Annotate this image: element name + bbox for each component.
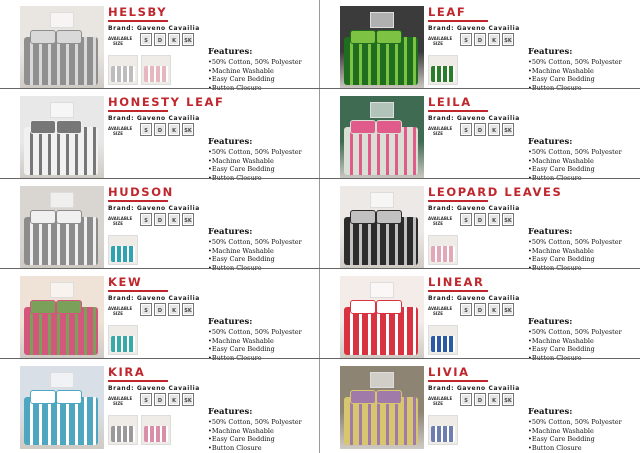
features-block <box>208 227 302 272</box>
feature-item: • 50% Cotton, 50% Polyester <box>208 58 302 67</box>
wall-art <box>50 102 74 118</box>
wall-art <box>370 12 394 28</box>
product-entry <box>320 90 640 179</box>
variant-thumbnail <box>428 55 458 85</box>
product-entry <box>320 270 640 359</box>
features-heading: Features: <box>528 227 573 237</box>
row-divider <box>320 88 640 89</box>
right-column <box>320 0 640 453</box>
variant-thumbnail <box>428 325 458 355</box>
size-badge: SK <box>182 123 194 136</box>
features-heading: Features: <box>528 317 573 327</box>
thumbnail-bed <box>431 246 455 262</box>
variant-thumbnails <box>108 235 138 265</box>
pillow <box>350 300 376 314</box>
thumbnail-bed <box>431 66 455 82</box>
features-block <box>208 317 302 362</box>
feature-item: • Machine Washable <box>528 337 622 346</box>
size-badge: D <box>474 213 486 226</box>
size-badge: K <box>488 213 500 226</box>
size-badge: S <box>460 393 472 406</box>
size-badge: K <box>488 33 500 46</box>
product-entry <box>0 90 320 179</box>
bed-duvet <box>344 397 418 445</box>
feature-item: • Machine Washable <box>208 427 302 436</box>
variant-thumbnail <box>108 235 138 265</box>
bed-duvet <box>24 217 98 265</box>
product-title: LINEAR <box>428 275 485 289</box>
feature-item: • Button Closure <box>528 444 622 453</box>
row-divider <box>0 358 320 359</box>
features-heading: Features: <box>208 317 253 327</box>
features-heading: Features: <box>208 407 253 417</box>
features-heading: Features: <box>208 137 253 147</box>
size-badge: SK <box>502 123 514 136</box>
size-badge: K <box>168 213 180 226</box>
feature-item: • 50% Cotton, 50% Polyester <box>208 148 302 157</box>
title-underline <box>428 380 488 382</box>
size-options <box>140 393 194 410</box>
variant-thumbnail <box>141 55 171 85</box>
size-badge: SK <box>502 33 514 46</box>
features-heading: Features: <box>528 47 573 57</box>
features-block <box>208 407 302 452</box>
bed-duvet <box>344 307 418 355</box>
product-title: HUDSON <box>108 185 174 199</box>
variant-thumbnail <box>428 415 458 445</box>
product-title: HELSBY <box>108 5 168 19</box>
bed-duvet <box>24 307 98 355</box>
variant-thumbnails <box>108 415 171 445</box>
size-badge: K <box>488 123 500 136</box>
pillow <box>376 390 402 404</box>
pillow <box>376 120 402 134</box>
pillow <box>376 300 402 314</box>
title-underline <box>108 200 168 202</box>
pillow <box>56 300 82 314</box>
variant-thumbnails <box>428 415 458 445</box>
features-list <box>208 148 302 182</box>
product-photo <box>20 186 104 269</box>
product-entry <box>320 0 640 89</box>
size-badge: SK <box>182 33 194 46</box>
size-badge: SK <box>502 393 514 406</box>
bed-duvet <box>344 37 418 85</box>
features-list <box>528 148 622 182</box>
product-photo <box>340 276 424 359</box>
size-badge: D <box>474 303 486 316</box>
size-badge: D <box>474 393 486 406</box>
variant-thumbnail <box>428 235 458 265</box>
feature-item: • Easy Care Bedding <box>208 255 302 264</box>
size-badge: S <box>460 303 472 316</box>
features-block <box>528 227 622 272</box>
feature-item: • Machine Washable <box>208 157 302 166</box>
size-badge: SK <box>502 303 514 316</box>
product-entry <box>0 180 320 269</box>
feature-item: • 50% Cotton, 50% Polyester <box>208 418 302 427</box>
feature-item: • Easy Care Bedding <box>528 345 622 354</box>
row-divider <box>320 268 640 269</box>
pillow <box>56 210 82 224</box>
product-title: LEAF <box>428 5 467 19</box>
brand-label: Brand: Gaveno Cavailia <box>108 25 200 32</box>
brand-label: Brand: Gaveno Cavailia <box>428 115 520 122</box>
feature-item: • 50% Cotton, 50% Polyester <box>528 58 622 67</box>
title-underline <box>108 110 168 112</box>
product-entry <box>0 360 320 452</box>
bed-duvet <box>24 37 98 85</box>
feature-item: • 50% Cotton, 50% Polyester <box>528 148 622 157</box>
size-badge: D <box>154 393 166 406</box>
product-photo <box>340 186 424 269</box>
size-badge: K <box>168 33 180 46</box>
available-size-label: AVAILABLE SIZE <box>428 306 453 316</box>
title-underline <box>108 290 168 292</box>
features-heading: Features: <box>528 407 573 417</box>
features-block <box>528 137 622 182</box>
bed-duvet <box>24 397 98 445</box>
size-options <box>140 213 194 230</box>
feature-item: • Machine Washable <box>528 67 622 76</box>
product-photo <box>20 6 104 89</box>
features-block <box>528 47 622 92</box>
thumbnail-bed <box>111 246 135 262</box>
bed-duvet <box>344 127 418 175</box>
pillow <box>350 30 376 44</box>
title-underline <box>428 110 488 112</box>
available-size-label: AVAILABLE SIZE <box>428 396 453 406</box>
pillow <box>350 120 376 134</box>
row-divider <box>0 268 320 269</box>
variant-thumbnail <box>108 55 138 85</box>
brand-label: Brand: Gaveno Cavailia <box>108 205 200 212</box>
feature-item: • Easy Care Bedding <box>528 255 622 264</box>
brand-label: Brand: Gaveno Cavailia <box>428 385 520 392</box>
available-size-label: AVAILABLE SIZE <box>108 126 133 136</box>
bed-duvet <box>24 127 98 175</box>
feature-item: • Machine Washable <box>208 337 302 346</box>
wall-art <box>370 282 394 298</box>
variant-thumbnails <box>428 55 458 85</box>
features-heading: Features: <box>528 137 573 147</box>
product-photo <box>20 96 104 179</box>
thumbnail-bed <box>431 426 455 442</box>
variant-thumbnail <box>141 415 171 445</box>
size-badge: SK <box>182 213 194 226</box>
features-list <box>208 238 302 272</box>
product-entry <box>320 180 640 269</box>
feature-item: • Easy Care Bedding <box>208 345 302 354</box>
available-size-label: AVAILABLE SIZE <box>108 36 133 46</box>
size-badge: K <box>168 393 180 406</box>
features-heading: Features: <box>208 227 253 237</box>
size-badge: S <box>140 213 152 226</box>
available-size-label: AVAILABLE SIZE <box>108 396 133 406</box>
brand-label: Brand: Gaveno Cavailia <box>428 295 520 302</box>
row-divider <box>320 178 640 179</box>
size-badge: D <box>154 213 166 226</box>
wall-art <box>370 192 394 208</box>
features-block <box>528 317 622 362</box>
size-badge: SK <box>182 303 194 316</box>
size-badge: K <box>168 123 180 136</box>
thumbnail-bed <box>144 66 168 82</box>
product-title: KEW <box>108 275 143 289</box>
size-badge: D <box>154 303 166 316</box>
size-badge: K <box>488 303 500 316</box>
size-badge: S <box>140 123 152 136</box>
variant-thumbnail <box>108 325 138 355</box>
features-list <box>528 238 622 272</box>
feature-item: • 50% Cotton, 50% Polyester <box>528 328 622 337</box>
variant-thumbnails <box>428 325 458 355</box>
title-underline <box>108 380 168 382</box>
available-size-label: AVAILABLE SIZE <box>108 216 133 226</box>
title-underline <box>428 200 488 202</box>
bed-duvet <box>344 217 418 265</box>
size-badge: S <box>460 213 472 226</box>
features-block <box>208 137 302 182</box>
title-underline <box>428 20 488 22</box>
size-badge: SK <box>182 393 194 406</box>
product-photo <box>340 366 424 449</box>
pillow <box>30 390 56 404</box>
variant-thumbnails <box>108 55 171 85</box>
row-divider <box>0 88 320 89</box>
thumbnail-bed <box>111 336 135 352</box>
pillow <box>376 30 402 44</box>
product-title: KIRA <box>108 365 146 379</box>
pillow <box>56 30 82 44</box>
wall-art <box>370 102 394 118</box>
pillow <box>350 390 376 404</box>
variant-thumbnail <box>108 415 138 445</box>
thumbnail-bed <box>431 336 455 352</box>
size-options <box>460 393 514 410</box>
size-badge: SK <box>502 213 514 226</box>
thumbnail-bed <box>111 66 135 82</box>
feature-item: • Machine Washable <box>208 67 302 76</box>
feature-item: • Easy Care Bedding <box>528 435 622 444</box>
features-block <box>528 407 622 452</box>
product-entry <box>0 270 320 359</box>
pillow <box>30 210 56 224</box>
brand-label: Brand: Gaveno Cavailia <box>108 295 200 302</box>
product-photo <box>340 96 424 179</box>
variant-thumbnails <box>428 235 458 265</box>
size-badge: S <box>140 33 152 46</box>
feature-item: • Button Closure <box>208 444 302 453</box>
wall-art <box>50 282 74 298</box>
product-photo <box>20 366 104 449</box>
brand-label: Brand: Gaveno Cavailia <box>108 385 200 392</box>
product-title: HONESTY LEAF <box>108 95 225 109</box>
feature-item: • 50% Cotton, 50% Polyester <box>528 418 622 427</box>
feature-item: • Easy Care Bedding <box>208 435 302 444</box>
pillow <box>30 30 56 44</box>
features-list <box>528 328 622 362</box>
feature-item: • Machine Washable <box>528 157 622 166</box>
feature-item: • Machine Washable <box>208 247 302 256</box>
thumbnail-bed <box>144 426 168 442</box>
variant-thumbnails <box>108 325 138 355</box>
feature-item: • 50% Cotton, 50% Polyester <box>208 328 302 337</box>
feature-item: • Machine Washable <box>528 427 622 436</box>
available-size-label: AVAILABLE SIZE <box>108 306 133 316</box>
pillow <box>56 390 82 404</box>
feature-item: • 50% Cotton, 50% Polyester <box>208 238 302 247</box>
product-title: LIVIA <box>428 365 470 379</box>
size-badge: S <box>460 33 472 46</box>
features-list <box>528 418 622 452</box>
features-list <box>208 58 302 92</box>
wall-art <box>50 12 74 28</box>
size-options <box>460 303 514 320</box>
wall-art <box>50 192 74 208</box>
pillow <box>350 210 376 224</box>
feature-item: • 50% Cotton, 50% Polyester <box>528 238 622 247</box>
size-options <box>460 213 514 230</box>
brand-label: Brand: Gaveno Cavailia <box>108 115 200 122</box>
row-divider <box>0 178 320 179</box>
size-badge: K <box>168 303 180 316</box>
product-title: LEILA <box>428 95 472 109</box>
size-badge: K <box>488 393 500 406</box>
pillow <box>56 120 82 134</box>
product-title: LEOPARD LEAVES <box>428 185 563 199</box>
wall-art <box>50 372 74 388</box>
size-options <box>140 303 194 320</box>
features-block <box>208 47 302 92</box>
feature-item: • Easy Care Bedding <box>528 75 622 84</box>
feature-item: • Machine Washable <box>528 247 622 256</box>
size-options <box>460 33 514 50</box>
available-size-label: AVAILABLE SIZE <box>428 216 453 226</box>
pillow <box>30 300 56 314</box>
size-badge: S <box>460 123 472 136</box>
size-options <box>140 33 194 50</box>
size-badge: S <box>140 303 152 316</box>
size-badge: D <box>474 123 486 136</box>
title-underline <box>428 290 488 292</box>
size-badge: S <box>140 393 152 406</box>
features-heading: Features: <box>208 47 253 57</box>
available-size-label: AVAILABLE SIZE <box>428 126 453 136</box>
feature-item: • Easy Care Bedding <box>208 75 302 84</box>
row-divider <box>320 358 640 359</box>
title-underline <box>108 20 168 22</box>
brand-label: Brand: Gaveno Cavailia <box>428 205 520 212</box>
thumbnail-bed <box>111 426 135 442</box>
pillow <box>30 120 56 134</box>
size-badge: D <box>474 33 486 46</box>
size-badge: D <box>154 123 166 136</box>
product-photo <box>20 276 104 359</box>
size-options <box>460 123 514 140</box>
size-badge: D <box>154 33 166 46</box>
feature-item: • Easy Care Bedding <box>208 165 302 174</box>
available-size-label: AVAILABLE SIZE <box>428 36 453 46</box>
feature-item: • Easy Care Bedding <box>528 165 622 174</box>
product-entry <box>0 0 320 89</box>
product-entry <box>320 360 640 452</box>
brand-label: Brand: Gaveno Cavailia <box>428 25 520 32</box>
wall-art <box>370 372 394 388</box>
features-list <box>208 418 302 452</box>
pillow <box>376 210 402 224</box>
product-photo <box>340 6 424 89</box>
features-list <box>528 58 622 92</box>
size-options <box>140 123 194 140</box>
features-list <box>208 328 302 362</box>
